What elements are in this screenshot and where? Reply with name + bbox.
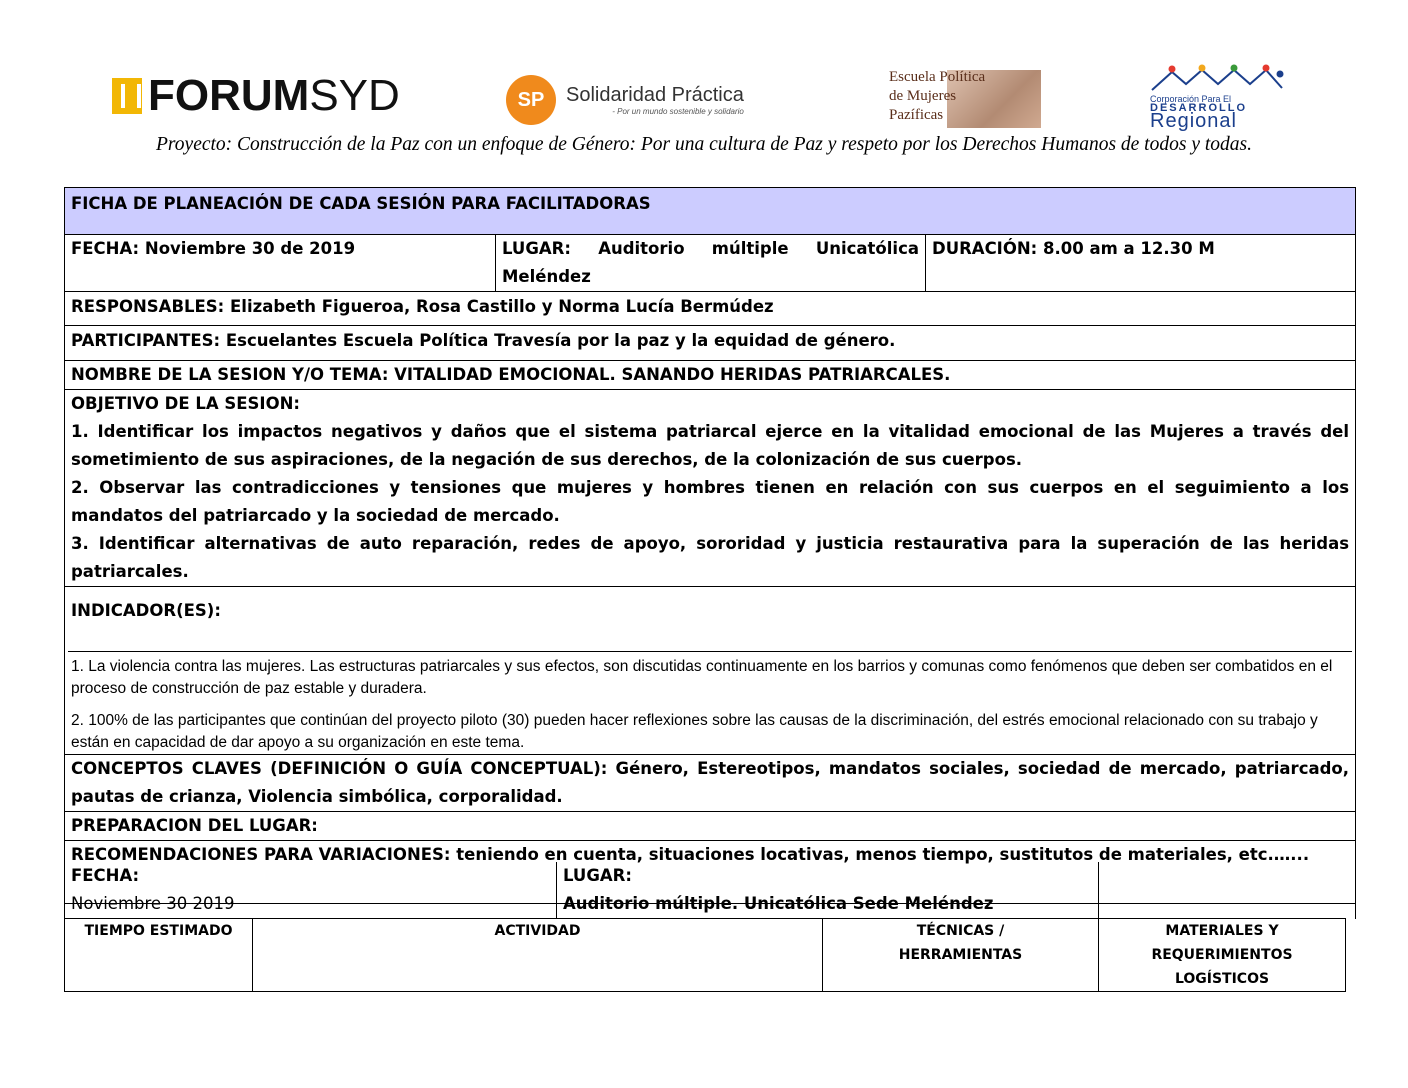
mountain-peaks-icon [1150, 64, 1284, 92]
sp-circle-icon: SP [506, 75, 556, 125]
sp-logo-name: Solidaridad Práctica [566, 84, 744, 106]
forumsyd-mark-icon [112, 78, 142, 114]
cdr-logo-line1: Corporación Para El [1150, 94, 1232, 104]
cdr-logo-line2: DESARROLLO [1150, 102, 1247, 114]
lower-lugar-label: LUGAR: [563, 866, 632, 885]
ep-logo-line: Escuela Política [889, 69, 986, 85]
header-tecnicas [823, 919, 1099, 992]
ep-logo-line: de Mujeres [889, 88, 957, 104]
recomendaciones-cell: RECOMENDACIONES PARA VARIACIONES: teniendo en cuenta, situaciones locativas, menos tiempo, sustitutos de materiales, etc.…... [65, 841, 1356, 904]
session-plan-table [64, 187, 1356, 904]
forumsyd-logo-light: SYD [309, 71, 400, 120]
desarrollo-regional-logo [1146, 64, 1288, 130]
responsables-cell: RESPONSABLES: Elizabeth Figueroa, Rosa Castillo y Norma Lucía Bermúdez [65, 292, 1356, 326]
indicador-item: 1. La violencia contra las mujeres. Las estructuras patriarcales y sus efectos, son discutidas continuamente en los barrios y comunas como fenómenos que deben ser combatidos en el proceso de construcción de paz estable y duradera. [71, 658, 1333, 697]
activity-table [64, 918, 1346, 992]
indicador-item: 2. 100% de las participantes que continúan del proyecto piloto (30) pueden hacer reflexiones sobre las causas de la discriminación, del estrés emocional relacionado con su trabajo y están en capacidad de dar apoyo a su organización en este tema. [71, 712, 1318, 751]
conceptos-cell: CONCEPTOS CLAVES (DEFINICIÓN O GUÍA CONCEPTUAL): Género, Estereotipos, mandatos sociales, sociedad de mercado, patriarcado, pautas de crianza, Violencia simbólica, corporalidad. [65, 755, 1356, 812]
nombre-sesion-cell: NOMBRE DE LA SESION Y/O TEMA: VITALIDAD EMOCIONAL. SANANDO HERIDAS PATRIARCALES. [65, 361, 1356, 390]
participantes-cell: PARTICIPANTES: Escuelantes Escuela Política Travesía por la paz y la equidad de género. [65, 326, 1356, 361]
solidaridad-practica-logo [506, 70, 744, 130]
header-materiales: MATERIALES Y REQUERIMIENTOS LOGÍSTICOS [1099, 919, 1346, 992]
objetivo-item: 3. Identificar alternativas de auto reparación, redes de apoyo, sororidad y justicia restaurativa para la superación de las heridas patriarcales. [71, 534, 1350, 581]
lower-fecha-cell [65, 862, 557, 919]
header-tiempo: TIEMPO ESTIMADO [65, 919, 253, 992]
escuela-politica-logo [889, 68, 1041, 128]
lower-lugar-cell [557, 862, 1099, 919]
lower-empty-cell [1099, 862, 1356, 919]
objetivo-cell [65, 390, 1356, 587]
lower-fecha-value: Noviembre 30 2019 [71, 894, 235, 913]
objetivo-item: 2. Observar las contradicciones y tensiones que mujeres y hombres tienen en relación con sus cuerpos en el seguimiento a los mandatos del patriarcado y la sociedad de mercado. [71, 478, 1350, 525]
header-tecnicas-text: TÉCNICAS / HERRAMIENTAS [898, 923, 1023, 963]
fecha-cell: FECHA: Noviembre 30 de 2019 [65, 235, 496, 292]
cdr-logo-line3: Regional [1150, 110, 1237, 132]
date-place-table [64, 862, 1356, 919]
sp-logo-tagline: - Por un mundo sostenible y solidario [612, 107, 744, 116]
forumsyd-logo [112, 71, 400, 120]
header-actividad: ACTIVIDAD [253, 919, 823, 992]
objetivo-item: 1. Identificar los impactos negativos y daños que el sistema patriarcal ejerce en la vitalidad emocional de las Mujeres a través del sometimiento de sus aspiraciones, de la negación de sus derechos, de la colonización de sus cuerpos. [71, 422, 1350, 469]
project-title: Proyecto: Construcción de la Paz con un enfoque de Género: Por una cultura de Paz y respeto por los Derechos Humanos de todos y todas. [156, 134, 1252, 155]
ep-logo-line: Pazíficas [889, 107, 944, 123]
duracion-cell: DURACIÓN: 8.00 am a 12.30 M [926, 235, 1356, 292]
lugar-cell: LUGAR: Auditorio múltiple Unicatólica Meléndez [496, 235, 926, 292]
lower-lugar-value: Auditorio múltiple. Unicatólica Sede Meléndez [563, 894, 994, 913]
indicadores-label: INDICADOR(ES): [71, 601, 221, 620]
lower-fecha-label: FECHA: [71, 866, 140, 885]
objetivo-label: OBJETIVO DE LA SESION: [71, 394, 301, 413]
preparacion-cell: PREPARACION DEL LUGAR: [65, 812, 1356, 841]
indicadores-divider [68, 629, 1352, 652]
indicadores-cell [65, 587, 1356, 755]
form-title: FICHA DE PLANEACIÓN DE CADA SESIÓN PARA FACILITADORAS [65, 188, 1356, 235]
forumsyd-logo-bold: FORUM [148, 71, 310, 120]
